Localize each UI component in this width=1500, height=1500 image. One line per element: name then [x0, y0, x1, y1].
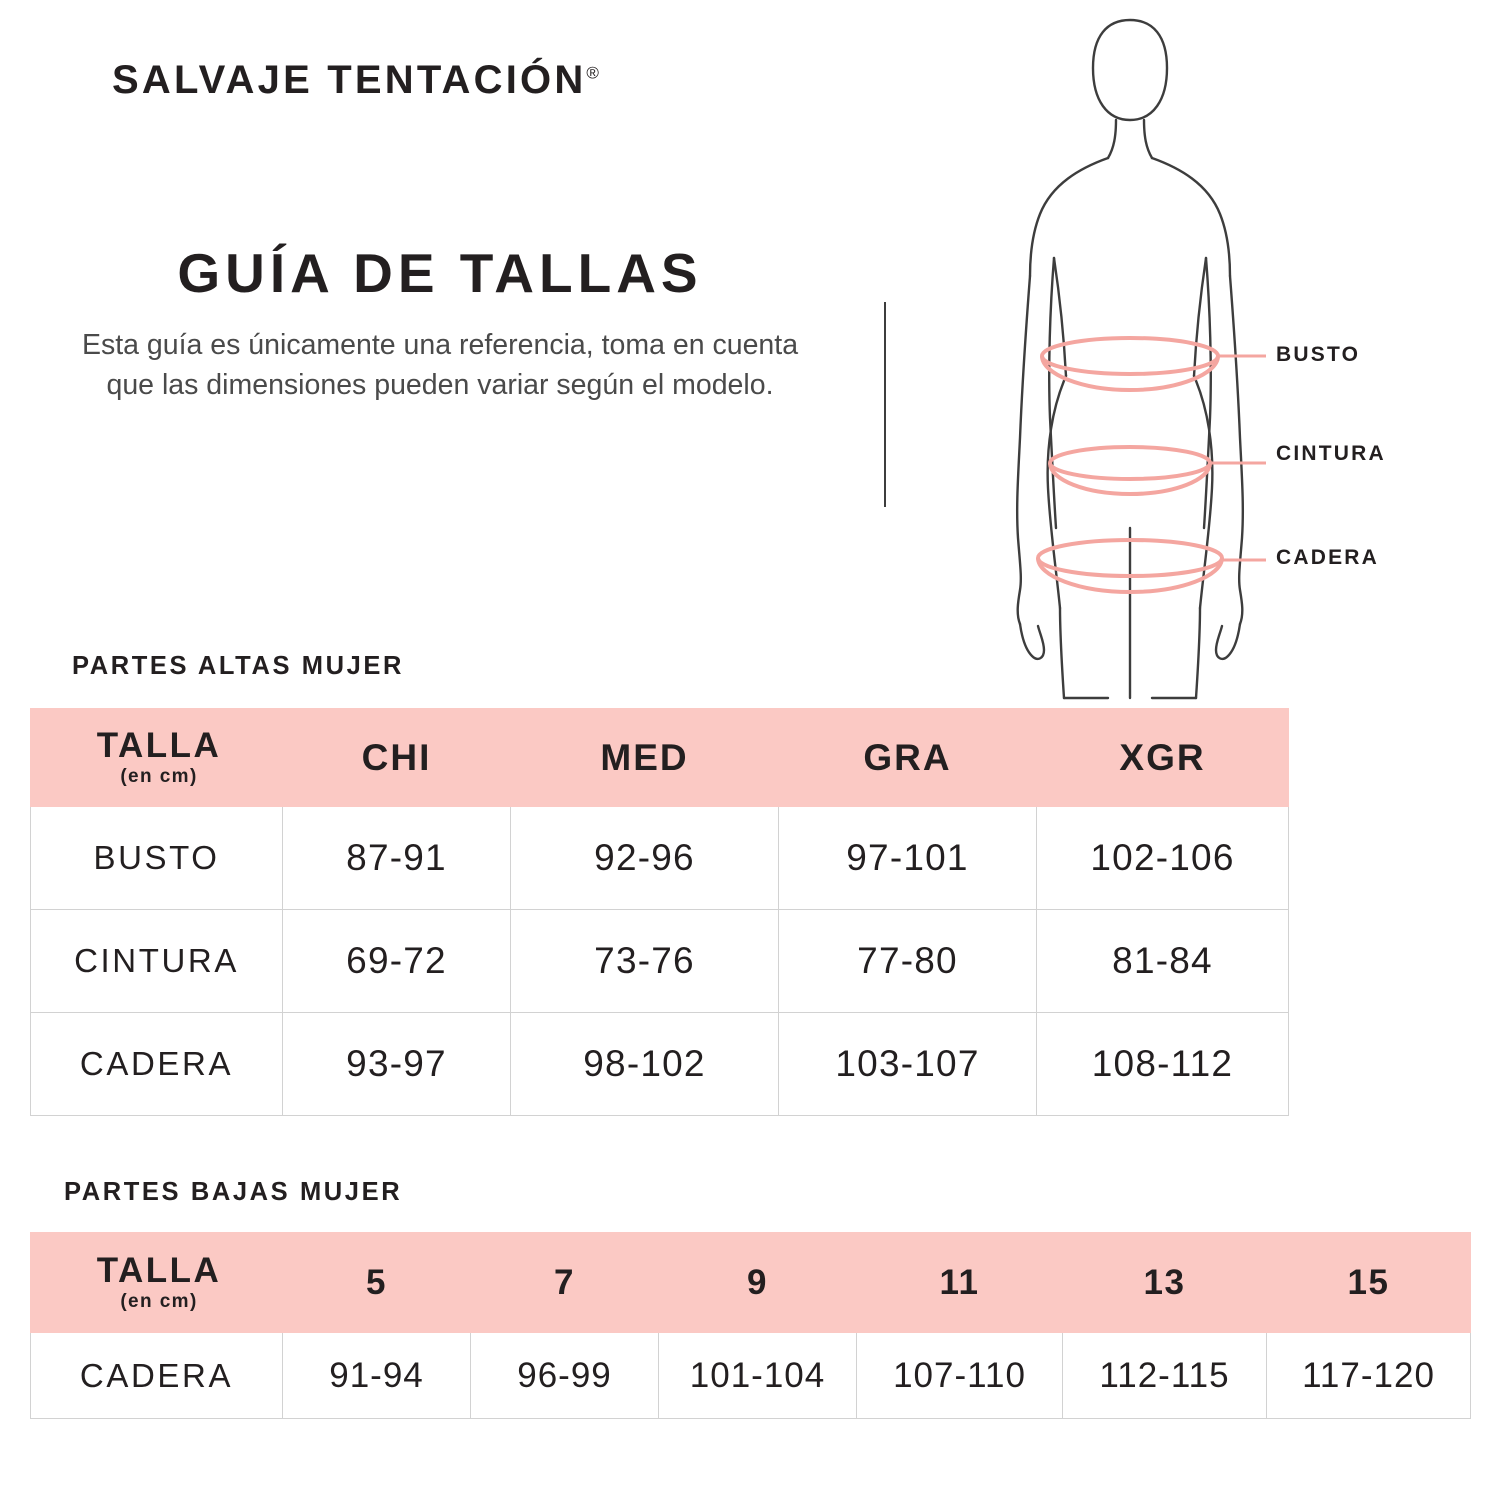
label-busto: BUSTO [1276, 343, 1361, 366]
lower-size-table [30, 1232, 1471, 1419]
label-cintura: CINTURA [1276, 442, 1386, 465]
body-figure-illustration [960, 8, 1300, 708]
table-cell: 97-101 [779, 807, 1037, 910]
table-cell: 69-72 [283, 910, 511, 1013]
row-label: BUSTO [31, 807, 283, 910]
lower-corner-cell [31, 1233, 283, 1333]
upper-size-table [30, 708, 1289, 1116]
label-cadera: CADERA [1276, 546, 1380, 569]
upper-col-header: XGR [1037, 709, 1289, 807]
brand-title [112, 58, 599, 103]
upper-corner-cell [31, 709, 283, 807]
table-cell: 117-120 [1267, 1333, 1471, 1419]
upper-corner-label: TALLA [96, 726, 222, 766]
table-cell: 108-112 [1037, 1013, 1289, 1116]
upper-col-header: CHI [283, 709, 511, 807]
section-heading-lower: PARTES BAJAS MUJER [64, 1178, 403, 1206]
table-row [31, 910, 1289, 1013]
table-cell: 103-107 [779, 1013, 1037, 1116]
table-row [31, 807, 1289, 910]
table-cell: 102-106 [1037, 807, 1289, 910]
brand-name: SALVAJE TENTACIÓN [112, 58, 587, 102]
page-title: GUÍA DE TALLAS [177, 242, 703, 304]
upper-col-header: MED [511, 709, 779, 807]
table-cell: 98-102 [511, 1013, 779, 1116]
table-row [31, 1333, 1471, 1419]
lower-col-header: 9 [659, 1233, 857, 1333]
registered-mark: ® [586, 63, 599, 83]
table-row [31, 1013, 1289, 1116]
table-cell: 93-97 [283, 1013, 511, 1116]
table-cell: 77-80 [779, 910, 1037, 1013]
lower-col-header: 13 [1063, 1233, 1267, 1333]
upper-corner-unit: (en cm) [120, 765, 198, 787]
lower-col-header: 11 [857, 1233, 1063, 1333]
upper-col-header: GRA [779, 709, 1037, 807]
lower-col-header: 15 [1267, 1233, 1471, 1333]
intro-block [60, 242, 820, 406]
section-heading-upper: PARTES ALTAS MUJER [72, 652, 405, 680]
table-cell: 96-99 [471, 1333, 659, 1419]
table-cell: 101-104 [659, 1333, 857, 1419]
table-header-row [31, 709, 1289, 807]
table-cell: 112-115 [1063, 1333, 1267, 1419]
table-cell: 107-110 [857, 1333, 1063, 1419]
table-cell: 92-96 [511, 807, 779, 910]
vertical-divider [884, 302, 886, 507]
row-label: CINTURA [31, 910, 283, 1013]
table-cell: 87-91 [283, 807, 511, 910]
table-cell: 73-76 [511, 910, 779, 1013]
row-label: CADERA [31, 1013, 283, 1116]
table-cell: 91-94 [283, 1333, 471, 1419]
lower-corner-unit: (en cm) [120, 1290, 198, 1312]
table-header-row [31, 1233, 1471, 1333]
table-cell: 81-84 [1037, 910, 1289, 1013]
row-label: CADERA [31, 1333, 283, 1419]
lower-col-header: 5 [283, 1233, 471, 1333]
intro-text: Esta guía es únicamente una referencia, toma en cuenta que las dimensiones pueden variar según el modelo. [81, 328, 799, 402]
lower-corner-label: TALLA [96, 1251, 222, 1291]
lower-col-header: 7 [471, 1233, 659, 1333]
